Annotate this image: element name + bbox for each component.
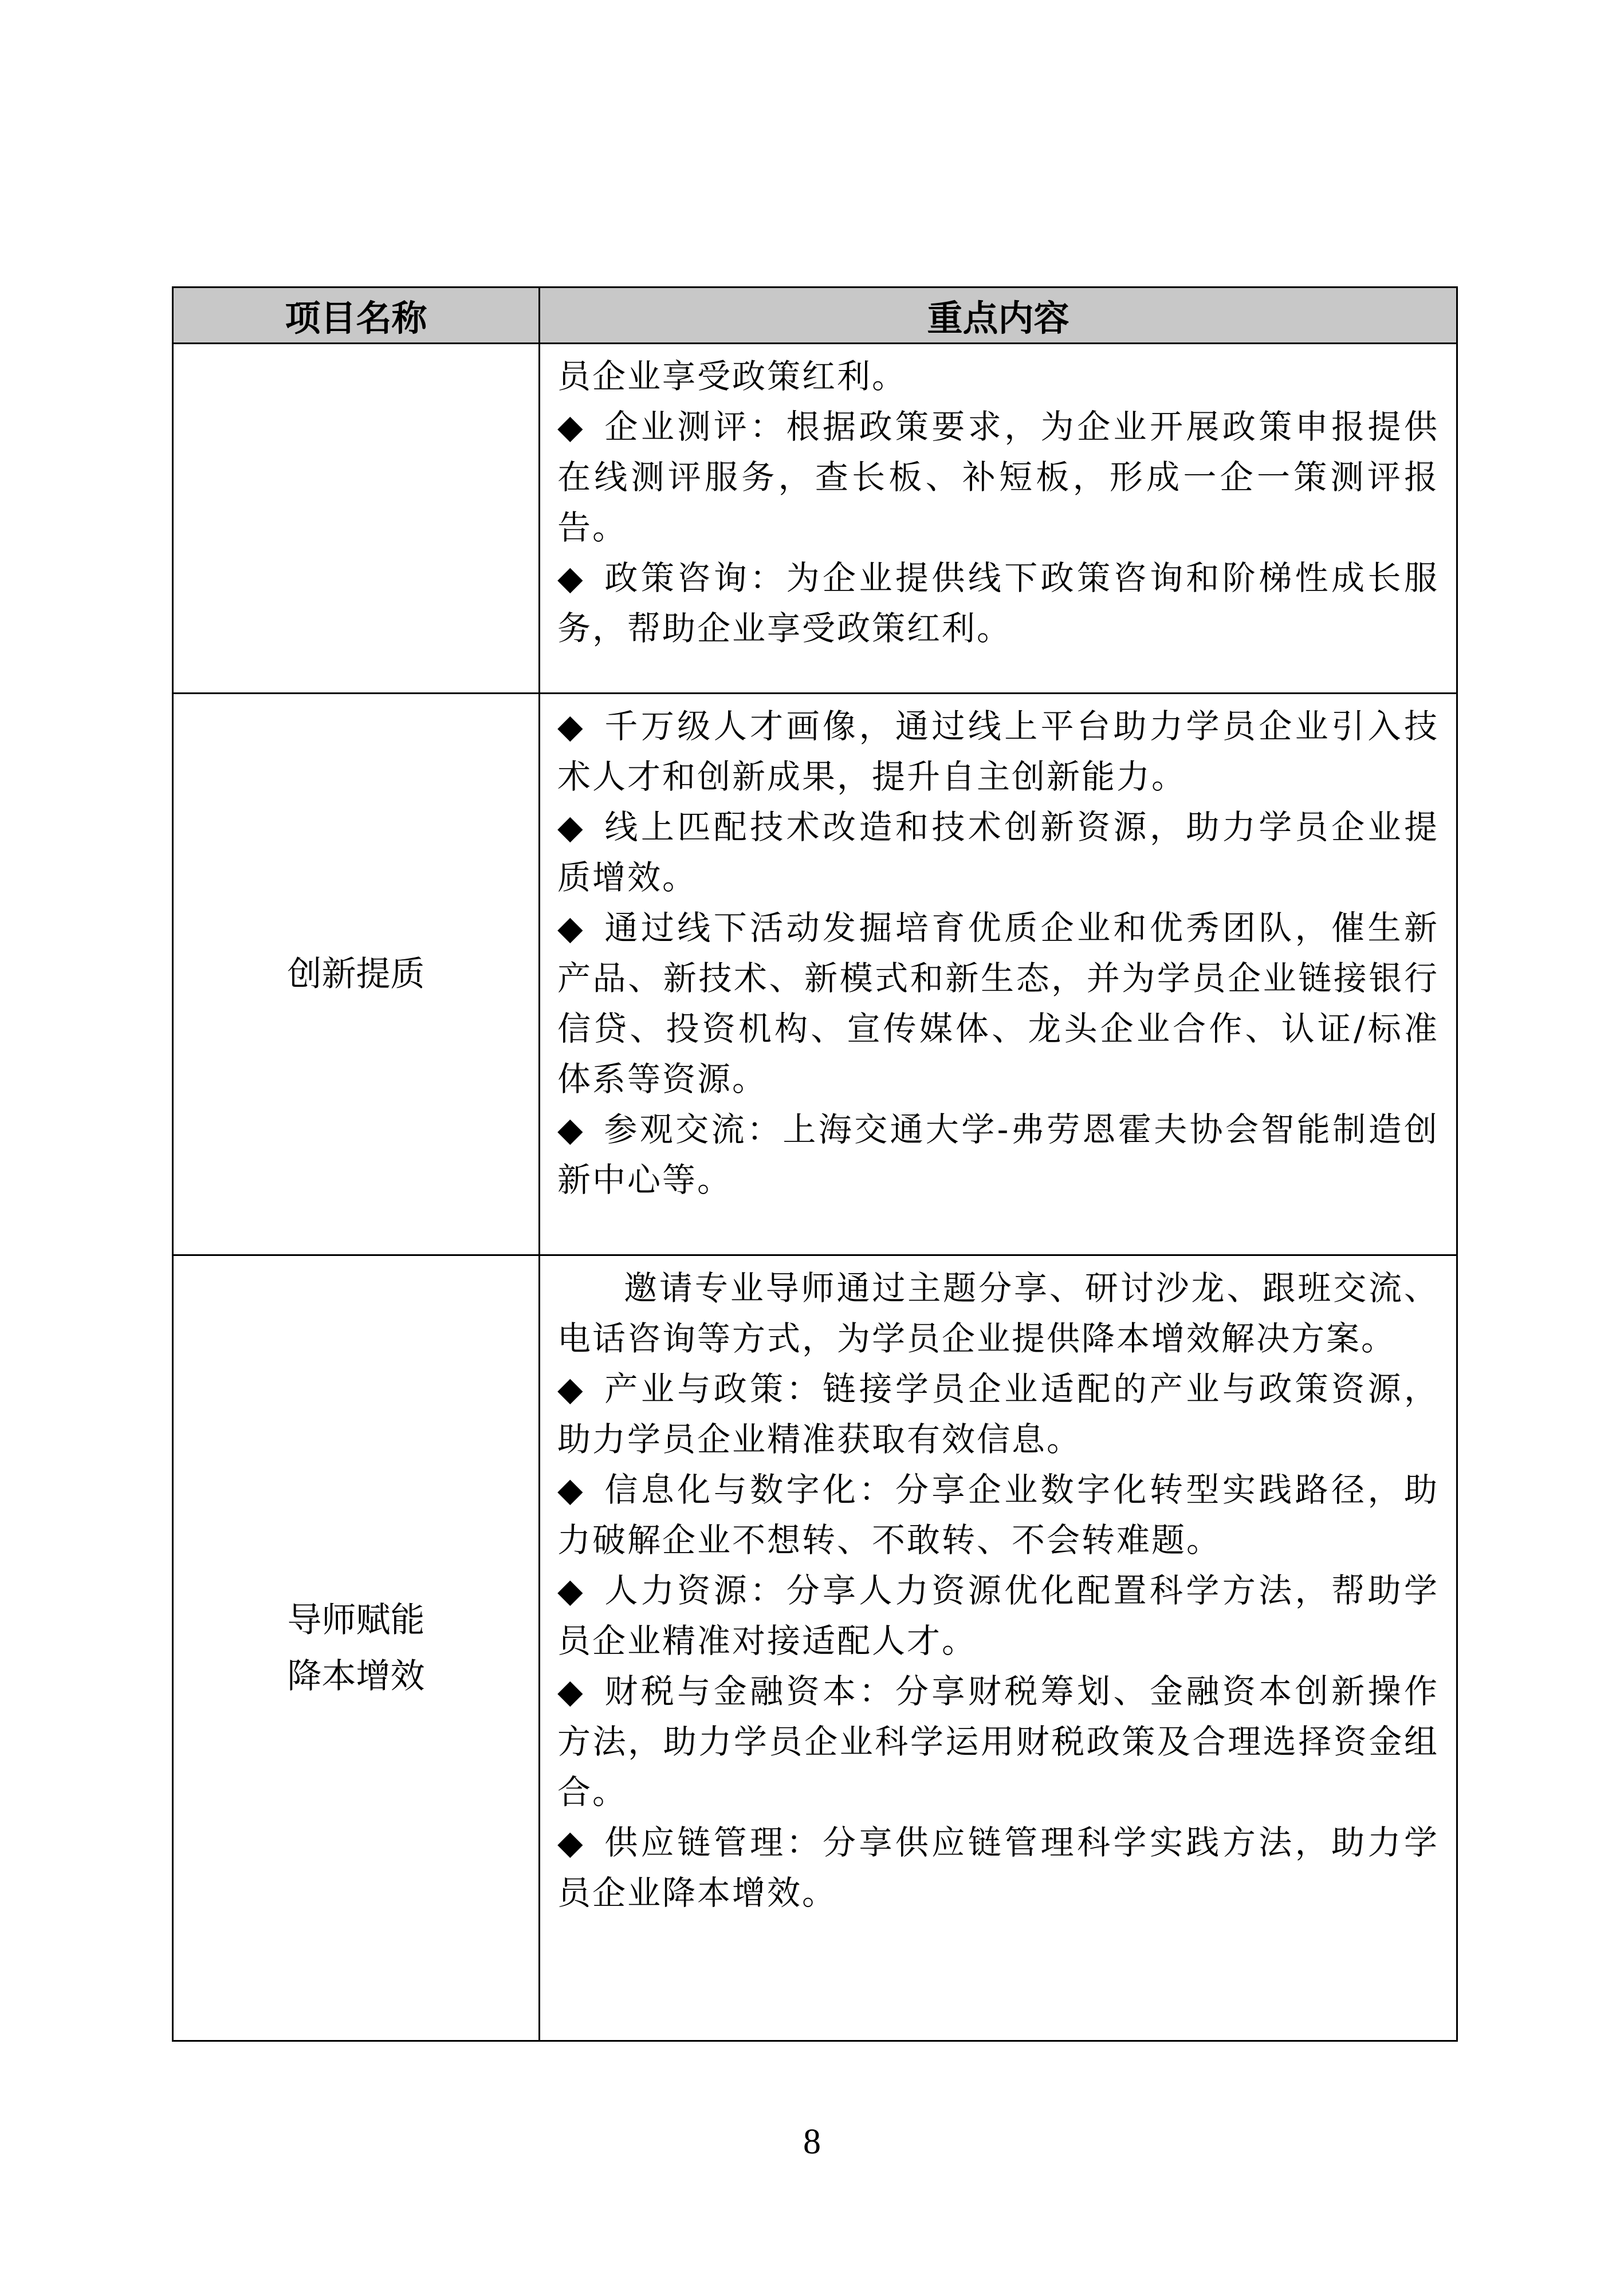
bullet-paragraph: ◆ 政策咨询：为企业提供线下政策咨询和阶梯性成长服务，帮助企业享受政策红利。 bbox=[557, 553, 1439, 653]
diamond-bullet-icon: ◆ bbox=[557, 1823, 585, 1862]
policy-table bbox=[172, 286, 1458, 2042]
row-name-cell bbox=[173, 344, 540, 694]
diamond-bullet-icon: ◆ bbox=[557, 908, 585, 947]
bullet-paragraph: ◆ 企业测评：根据政策要求，为企业开展政策申报提供在线测评服务，查长板、补短板，形成一企一策测评报告。 bbox=[557, 401, 1439, 553]
row-name-cell: 创新提质 bbox=[173, 694, 540, 1255]
bullet-paragraph: ◆ 人力资源：分享人力资源优化配置科学方法，帮助学员企业精准对接适配人才。 bbox=[557, 1565, 1439, 1666]
diamond-bullet-icon: ◆ bbox=[557, 558, 585, 597]
diamond-bullet-icon: ◆ bbox=[557, 407, 585, 446]
diamond-bullet-icon: ◆ bbox=[557, 1110, 585, 1149]
row-name-line: 降本增效 bbox=[287, 1656, 425, 1696]
bullet-paragraph: ◆ 供应链管理：分享供应链管理科学实践方法，助力学员企业降本增效。 bbox=[557, 1817, 1439, 1918]
header-project-name: 项目名称 bbox=[173, 288, 540, 344]
table-row bbox=[173, 1255, 1457, 2041]
row-content-cell bbox=[540, 1255, 1457, 2041]
table-row bbox=[173, 694, 1457, 1255]
bullet-paragraph: ◆ 参观交流：上海交通大学-弗劳恩霍夫协会智能制造创新中心等。 bbox=[557, 1104, 1439, 1205]
row-name-cell bbox=[173, 1255, 540, 2041]
table-header-row bbox=[173, 288, 1457, 344]
row-content-cell bbox=[540, 344, 1457, 694]
header-key-content: 重点内容 bbox=[540, 288, 1457, 344]
bullet-paragraph: ◆ 通过线下活动发掘培育优质企业和优秀团队，催生新产品、新技术、新模式和新生态，并为学员企业链接银行信贷、投资机构、宣传媒体、龙头企业合作、认证/标准体系等资源。 bbox=[557, 903, 1439, 1104]
intro-paragraph: 邀请专业导师通过主题分享、研讨沙龙、跟班交流、电话咨询等方式，为学员企业提供降本增效解决方案。 bbox=[557, 1269, 1439, 1358]
diamond-bullet-icon: ◆ bbox=[557, 1672, 585, 1711]
diamond-bullet-icon: ◆ bbox=[557, 1369, 585, 1408]
diamond-bullet-icon: ◆ bbox=[557, 1470, 585, 1509]
bullet-paragraph: ◆ 千万级人才画像，通过线上平台助力学员企业引入技术人才和创新成果，提升自主创新能力。 bbox=[557, 701, 1439, 802]
diamond-bullet-icon: ◆ bbox=[557, 1571, 585, 1610]
row-name-line: 导师赋能 bbox=[287, 1600, 425, 1640]
page-number: 8 bbox=[803, 2122, 821, 2161]
diamond-bullet-icon: ◆ bbox=[557, 707, 585, 746]
bullet-paragraph: ◆ 线上匹配技术改造和技术创新资源，助力学员企业提质增效。 bbox=[557, 802, 1439, 903]
bullet-paragraph: ◆ 财税与金融资本：分享财税筹划、金融资本创新操作方法，助力学员企业科学运用财税政策及合理选择资金组合。 bbox=[557, 1666, 1439, 1817]
bullet-paragraph: ◆ 产业与政策：链接学员企业适配的产业与政策资源，助力学员企业精准获取有效信息。 bbox=[557, 1364, 1439, 1464]
row-content-cell bbox=[540, 694, 1457, 1255]
diamond-bullet-icon: ◆ bbox=[557, 808, 585, 846]
bullet-paragraph: ◆ 信息化与数字化：分享企业数字化转型实践路径，助力破解企业不想转、不敢转、不会转难题。 bbox=[557, 1464, 1439, 1565]
table-row bbox=[173, 344, 1457, 694]
content-paragraph: 员企业享受政策红利。 bbox=[557, 357, 907, 396]
